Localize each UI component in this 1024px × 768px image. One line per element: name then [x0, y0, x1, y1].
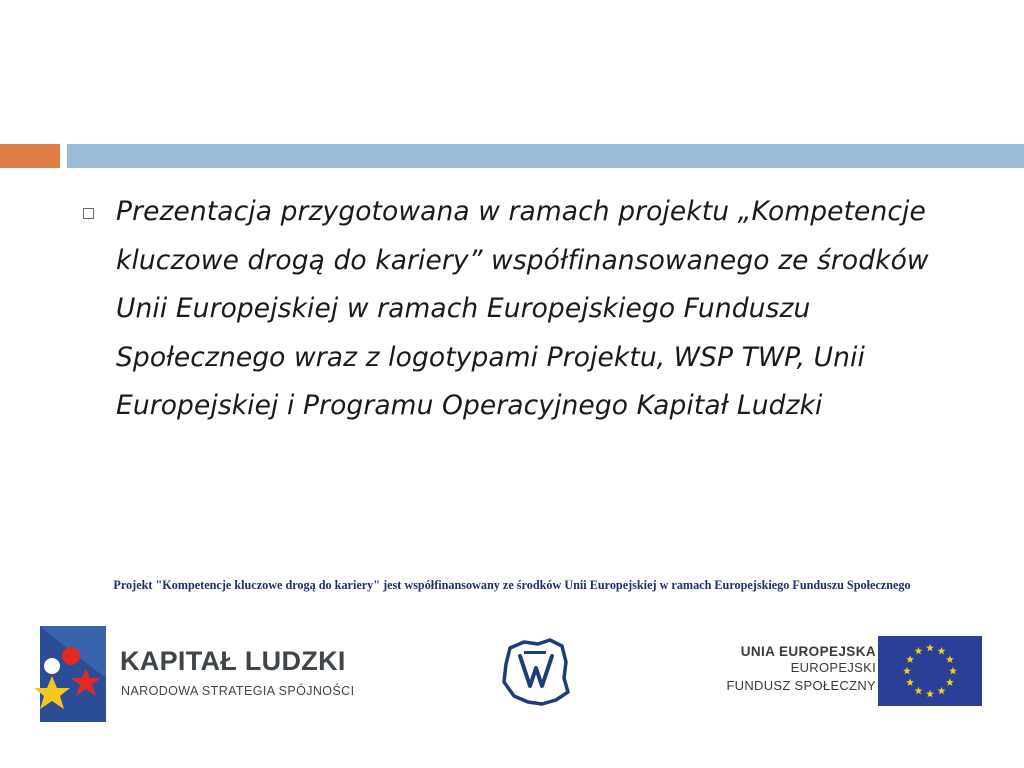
efs-line-1: EUROPEJSKI — [790, 660, 876, 675]
accent-bar-blue — [67, 144, 1024, 168]
eu-flag-icon — [878, 636, 982, 706]
ue-name-line: UNIA EUROPEJSKA — [740, 644, 876, 659]
unia-europejska-logo — [700, 634, 990, 708]
kapital-ludzki-emblem-icon — [26, 618, 118, 728]
kapital-ludzki-title: KAPITAŁ LUDZKI — [120, 646, 346, 676]
square-bullet-icon — [83, 208, 94, 219]
kapital-ludzki-subtitle: NARODOWA STRATEGIA SPÓJNOŚCI — [121, 684, 355, 698]
accent-bar-orange — [0, 144, 60, 168]
wsp-map-emblem-icon — [498, 634, 572, 708]
kapital-ludzki-logo — [26, 618, 356, 728]
bullet-text: Prezentacja przygotowana w ramach projektu „Kompetencje kluczowe drogą do kariery” współfinansowanego ze środków Unii Europejskiej w ramach Europejskiego Funduszu Społecznego wraz z logotypami Projektu, WSP TWP, Unii Europejskiej i Programu Operacyjnego Kapitał Ludzki — [116, 196, 929, 421]
efs-line-2: FUNDUSZ SPOŁECZNY — [726, 678, 876, 693]
wsp-twp-logo — [498, 634, 572, 708]
footer-caption: Projekt "Kompetencje kluczowe drogą do kariery" jest współfinansowany ze środków Unii Europejskiej w ramach Europejskiego Funduszu Społecznego — [113, 578, 911, 592]
